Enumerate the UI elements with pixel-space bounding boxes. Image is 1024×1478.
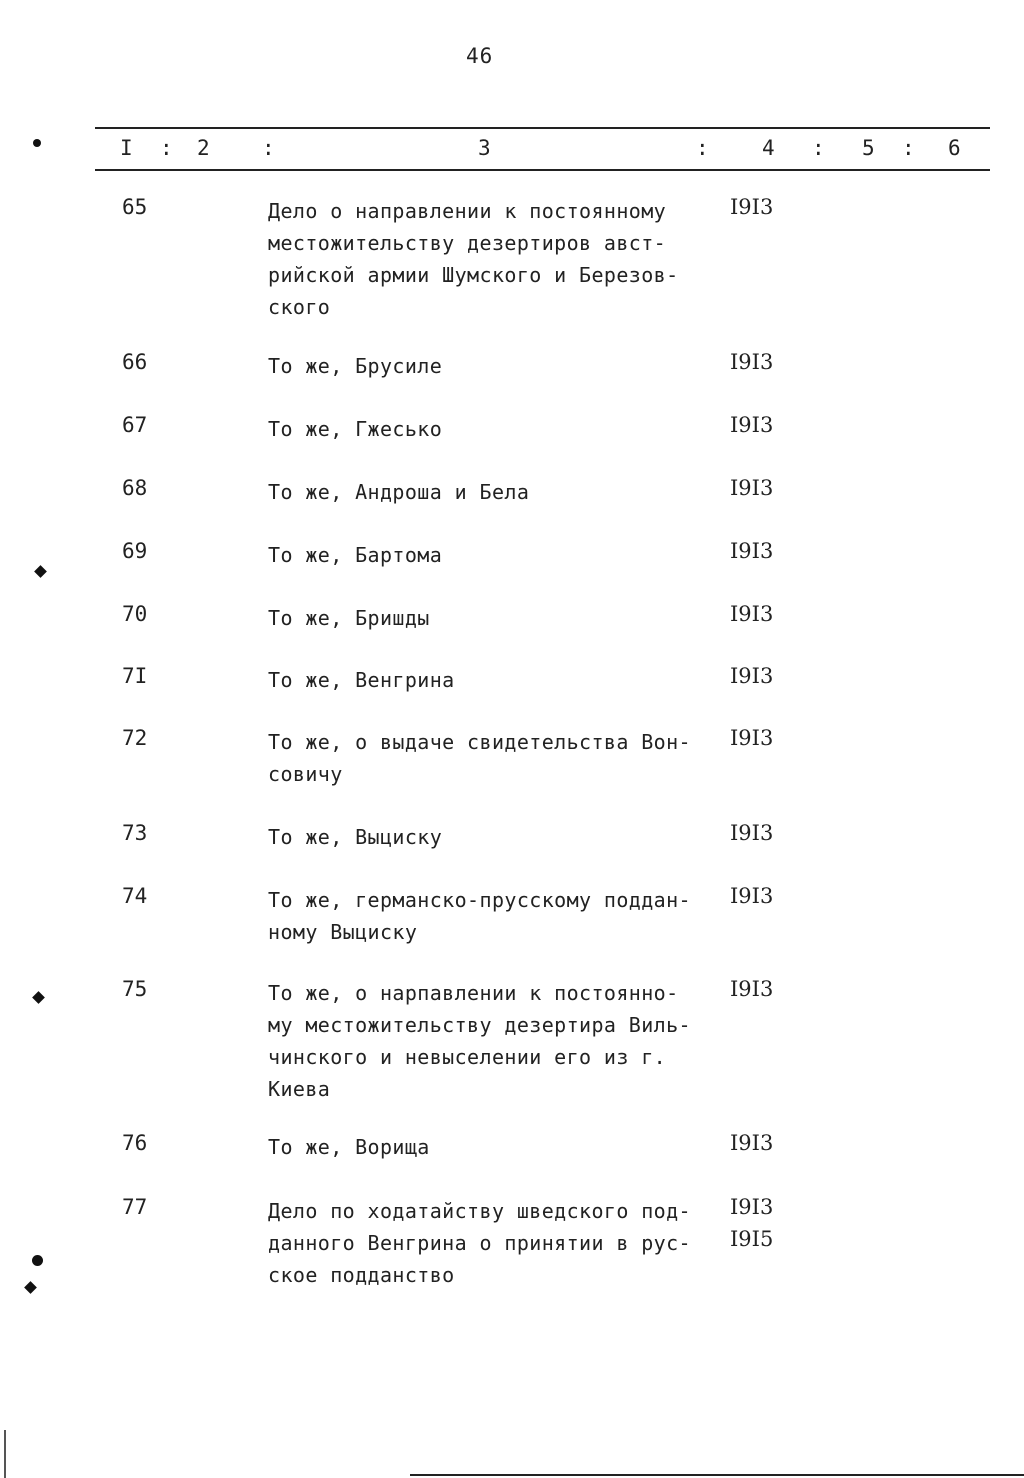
header-col-1: I <box>120 136 133 160</box>
margin-diamond-mark <box>32 991 45 1004</box>
row-number: 67 <box>122 413 148 437</box>
row-description: То же, германско-прусскому поддан- ному Выциску <box>268 888 691 944</box>
header-separator: : <box>160 136 173 160</box>
row-year: I9I3 <box>730 476 774 500</box>
header-separator: : <box>696 136 709 160</box>
row-number: 69 <box>122 539 148 563</box>
row-description: То же, Венгрина <box>268 668 455 692</box>
row-number: 7I <box>122 664 148 688</box>
row-description: То же, Выциску <box>268 825 443 849</box>
row-year: I9I3 <box>730 664 774 688</box>
row-description: Дело о направлении к постоянному местожительству дезертиров авст- рийской армии Шумского и Березов- ского <box>268 199 679 319</box>
table-top-rule <box>95 127 990 129</box>
row-description: То же, Гжесько <box>268 417 443 441</box>
row-number: 68 <box>122 476 148 500</box>
row-year: I9I3 <box>730 1131 774 1155</box>
row-year: I9I3 <box>730 884 774 908</box>
header-separator: : <box>902 136 915 160</box>
row-year: I9I3 <box>730 726 774 750</box>
row-number: 73 <box>122 821 148 845</box>
header-col-2: 2 <box>197 136 210 160</box>
header-separator: : <box>262 136 275 160</box>
margin-diamond-mark <box>34 565 47 578</box>
row-year: I9I3 <box>730 602 774 626</box>
row-description: То же, о выдаче свидетельства Вон- совичу <box>268 730 691 786</box>
row-number: 70 <box>122 602 148 626</box>
row-description: То же, Ворища <box>268 1135 430 1159</box>
margin-diamond-mark <box>24 1281 37 1294</box>
header-separator: : <box>812 136 825 160</box>
header-col-5: 5 <box>862 136 875 160</box>
row-number: 76 <box>122 1131 148 1155</box>
row-number: 74 <box>122 884 148 908</box>
header-col-6: 6 <box>948 136 961 160</box>
page-bottom-rule <box>410 1474 1024 1476</box>
row-number: 65 <box>122 195 148 219</box>
header-col-4: 4 <box>762 136 775 160</box>
page-number: 46 <box>466 44 494 68</box>
row-number: 66 <box>122 350 148 374</box>
row-year: I9I3 <box>730 977 774 1001</box>
row-year: I9I3 <box>730 539 774 563</box>
row-year: I9I3 <box>730 413 774 437</box>
table-header-rule <box>95 169 990 171</box>
margin-dot-mark <box>32 1255 43 1266</box>
row-year: I9I3 I9I5 <box>730 1195 774 1251</box>
row-number: 72 <box>122 726 148 750</box>
row-year: I9I3 <box>730 195 774 219</box>
row-description: То же, Бришды <box>268 606 430 630</box>
row-description: То же, Андроша и Бела <box>268 480 530 504</box>
margin-dot-mark <box>33 139 41 147</box>
row-description: Дело по ходатайству шведского под- данного Венгрина о принятии в рус- ское подданство <box>268 1199 691 1287</box>
row-number: 77 <box>122 1195 148 1219</box>
row-description: То же, Бартома <box>268 543 443 567</box>
row-description: То же, Брусиле <box>268 354 443 378</box>
row-year: I9I3 <box>730 821 774 845</box>
header-col-3: 3 <box>478 136 491 160</box>
margin-edge-line <box>4 1430 6 1478</box>
row-description: То же, о нарпавлении к постоянно- му местожительству дезертира Виль- чинского и невыселении его из г. Киева <box>268 981 691 1101</box>
row-number: 75 <box>122 977 148 1001</box>
row-year: I9I3 <box>730 350 774 374</box>
